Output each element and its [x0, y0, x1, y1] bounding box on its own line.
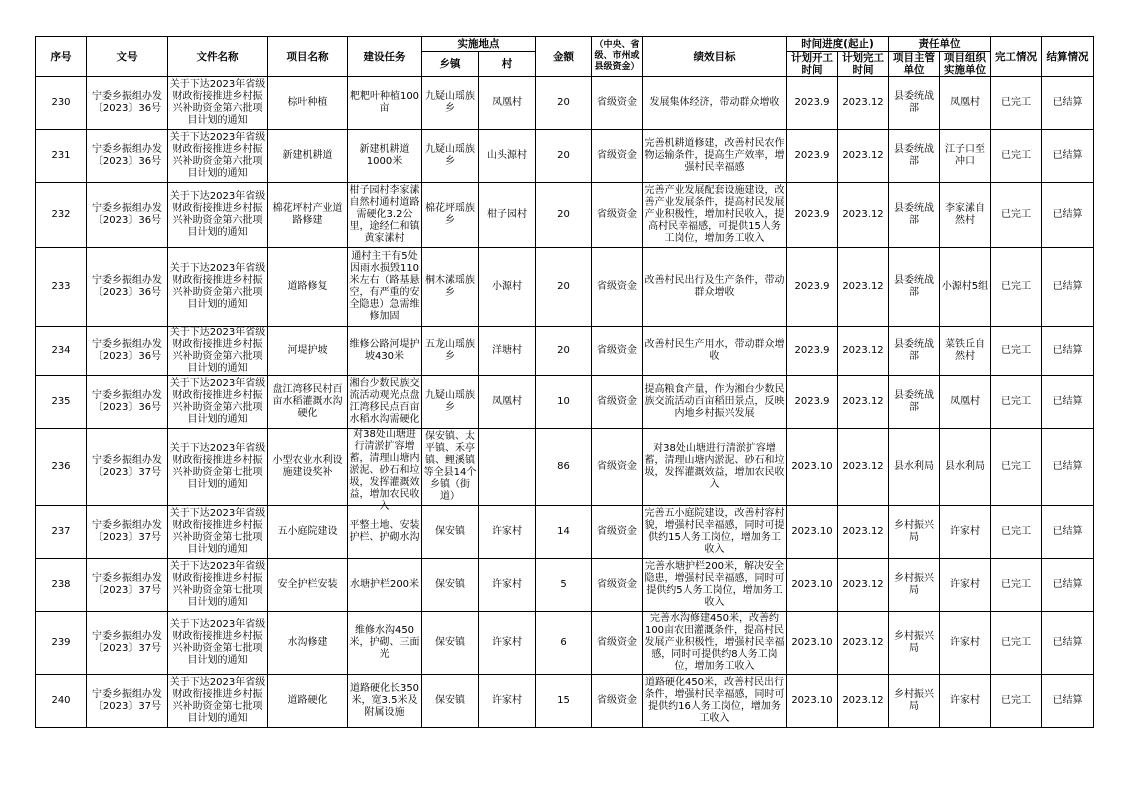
cell-amount: 20: [536, 77, 592, 130]
cell-start: 2023.10: [787, 612, 838, 675]
cell-goal: 道路硬化450米，改善村民出行条件，增强村民幸福感，同时可提供约16人务工岗位，增加务工收入: [643, 675, 787, 728]
table-row: [36, 77, 1094, 130]
cell-town: 棉花坪瑶族乡: [422, 183, 479, 248]
cell-task: 通村主干有5处因雨水损毁110米左右（路基悬空，有严重的安全隐患）急需维修加固: [348, 248, 422, 327]
cell-end: 2023.12: [838, 675, 889, 728]
cell-town: 九疑山瑶族乡: [422, 376, 479, 429]
project-table-sheet: [35, 36, 1094, 728]
cell-doc-no: 宁委乡振组办发〔2023〕36号: [87, 130, 168, 183]
table-row: [36, 675, 1094, 728]
cell-implementer: 李家溸自然村: [940, 183, 991, 248]
cell-doc-no: 宁委乡振组办发〔2023〕37号: [87, 506, 168, 559]
cell-start: 2023.10: [787, 506, 838, 559]
cell-settlement: 已结算: [1042, 130, 1094, 183]
cell-project-name: 小型农业水利设施建设奖补: [268, 429, 348, 506]
cell-manager: 县水利局: [889, 429, 940, 506]
cell-seq: 236: [36, 429, 87, 506]
cell-doc-name: 关于下达2023年省级财政衔接推进乡村振兴补助资金第六批项目计划的通知: [168, 376, 268, 429]
header-implementer: 项目组织实施单位: [940, 52, 991, 77]
cell-task: 新建机耕道1000米: [348, 130, 422, 183]
cell-village: 许家村: [479, 506, 536, 559]
cell-start: 2023.10: [787, 429, 838, 506]
cell-fund-source: 省级资金: [592, 559, 643, 612]
cell-manager: 乡村振兴局: [889, 612, 940, 675]
cell-town: 保安镇、太平镇、禾亭镇、鲤溪镇等全县14个乡镇（街道）: [422, 429, 479, 506]
cell-village: 山头源村: [479, 130, 536, 183]
table-row: [36, 327, 1094, 376]
cell-amount: 6: [536, 612, 592, 675]
cell-manager: 县委统战部: [889, 77, 940, 130]
cell-town: 九疑山瑶族乡: [422, 77, 479, 130]
cell-task: 道路硬化长350米，宽3.5米及附属设施: [348, 675, 422, 728]
cell-end: 2023.12: [838, 612, 889, 675]
cell-goal: 发展集体经济，带动群众增收: [643, 77, 787, 130]
cell-completion: 已完工: [991, 248, 1042, 327]
cell-goal: 完善水塘护栏200米，解决安全隐患，增强村民幸福感，同时可提供约5人务工岗位，增加务工收入: [643, 559, 787, 612]
cell-implementer: 县水利局: [940, 429, 991, 506]
header-goal: 绩效目标: [643, 37, 787, 77]
cell-start: 2023.9: [787, 130, 838, 183]
cell-doc-name: 关于下达2023年省级财政衔接推进乡村振兴补助资金第七批项目计划的通知: [168, 506, 268, 559]
cell-seq: 230: [36, 77, 87, 130]
cell-implementer: 菜铁丘自然村: [940, 327, 991, 376]
cell-seq: 235: [36, 376, 87, 429]
cell-project-name: 河堤护坡: [268, 327, 348, 376]
cell-completion: 已完工: [991, 376, 1042, 429]
header-settlement: 结算情况: [1042, 37, 1094, 77]
cell-completion: 已完工: [991, 183, 1042, 248]
cell-settlement: 已结算: [1042, 506, 1094, 559]
header-manager: 项目主管单位: [889, 52, 940, 77]
cell-implementer: 江子口至冲口: [940, 130, 991, 183]
cell-settlement: 已结算: [1042, 612, 1094, 675]
cell-task: 维修公路河堤护坡430米: [348, 327, 422, 376]
cell-settlement: 已结算: [1042, 327, 1094, 376]
cell-doc-no: 宁委乡振组办发〔2023〕36号: [87, 248, 168, 327]
header-town: 乡镇: [422, 52, 479, 77]
cell-town: 桐木溸瑶族乡: [422, 248, 479, 327]
cell-project-name: 棉花坪村产业道路修建: [268, 183, 348, 248]
table-body: [36, 77, 1094, 728]
cell-doc-name: 关于下达2023年省级财政衔接推进乡村振兴补助资金第六批项目计划的通知: [168, 327, 268, 376]
cell-task: 柑子园村李家溸自然村通村道路需硬化3.2公里，途经仁和镇黄家溸村: [348, 183, 422, 248]
cell-task: 对38处山塘进行清淤扩容增蓄，清理山塘内淤泥、砂石和垃圾，发挥灌溉效益，增加农民收入: [349, 429, 420, 512]
cell-village: 洋塘村: [479, 327, 536, 376]
cell-manager: 乡村振兴局: [889, 675, 940, 728]
cell-start: 2023.9: [787, 248, 838, 327]
cell-task: 平整土地、安装护栏、护砌水沟: [348, 506, 422, 559]
cell-task: 粑粑叶种植100亩: [348, 77, 422, 130]
cell-amount: 20: [536, 248, 592, 327]
cell-project-name: 五小庭院建设: [268, 506, 348, 559]
cell-town: 九疑山瑶族乡: [422, 130, 479, 183]
cell-goal: 提高粮食产量，作为湘台少数民族交流活动百亩稻田景点，反映内地乡村振兴发展: [643, 376, 787, 429]
cell-completion: 已完工: [991, 559, 1042, 612]
cell-town: 保安镇: [422, 506, 479, 559]
cell-completion: 已完工: [991, 130, 1042, 183]
table-row: [36, 506, 1094, 559]
cell-amount: 20: [536, 183, 592, 248]
cell-manager: 县委统战部: [889, 183, 940, 248]
header-village: 村: [479, 52, 536, 77]
cell-doc-name: 关于下达2023年省级财政衔接推进乡村振兴补助资金第七批项目计划的通知: [168, 429, 268, 506]
header-doc-no: 文号: [87, 37, 168, 77]
cell-fund-source: 省级资金: [592, 376, 643, 429]
cell-start: 2023.9: [787, 327, 838, 376]
cell-implementer: 许家村: [940, 506, 991, 559]
cell-village: 凤凰村: [479, 376, 536, 429]
cell-end: 2023.12: [838, 183, 889, 248]
cell-end: 2023.12: [838, 327, 889, 376]
cell-start: 2023.9: [787, 376, 838, 429]
cell-implementer: 许家村: [940, 559, 991, 612]
cell-village: [479, 429, 536, 506]
table-row: [36, 429, 1094, 506]
cell-manager: 乡村振兴局: [889, 506, 940, 559]
cell-seq: 239: [36, 612, 87, 675]
cell-task: 湘台少数民族交流活动观光点盘江湾移民点百亩水稻水沟需硬化: [348, 376, 422, 429]
cell-manager: 县委统战部: [889, 327, 940, 376]
cell-project-name: 水沟修建: [268, 612, 348, 675]
cell-doc-no: 宁委乡振组办发〔2023〕37号: [87, 612, 168, 675]
cell-seq: 232: [36, 183, 87, 248]
cell-manager: 县委统战部: [889, 376, 940, 429]
cell-doc-no: 宁委乡振组办发〔2023〕36号: [87, 183, 168, 248]
cell-doc-name: 关于下达2023年省级财政衔接推进乡村振兴补助资金第六批项目计划的通知: [168, 130, 268, 183]
cell-settlement: 已结算: [1042, 429, 1094, 506]
cell-implementer: 许家村: [940, 612, 991, 675]
cell-goal: 完善机耕道修建，改善村民农作物运输条件，提高生产效率，增强村民幸福感: [643, 130, 787, 183]
cell-manager: 乡村振兴局: [889, 559, 940, 612]
cell-amount: 86: [536, 429, 592, 506]
cell-village: 许家村: [479, 612, 536, 675]
header-location: 实施地点: [422, 37, 536, 52]
cell-village: 许家村: [479, 675, 536, 728]
cell-village: 许家村: [479, 559, 536, 612]
header-amount: 金额: [536, 37, 592, 77]
cell-start: 2023.10: [787, 675, 838, 728]
header-schedule: 时间进度(起止): [787, 37, 889, 52]
header-end: 计划完工时间: [838, 52, 889, 77]
cell-fund-source: 省级资金: [592, 130, 643, 183]
cell-goal: 完善水沟修建450米，改善约100亩农田灌溉条件，提高村民发展产业积极性，增强村民幸福感，同时可提供约8人务工岗位，增加务工收入: [643, 612, 787, 675]
table-row: [36, 183, 1094, 248]
cell-doc-no: 宁委乡振组办发〔2023〕37号: [87, 429, 168, 506]
cell-fund-source: 省级资金: [592, 675, 643, 728]
cell-completion: 已完工: [991, 327, 1042, 376]
cell-settlement: 已结算: [1042, 675, 1094, 728]
cell-end: 2023.12: [838, 376, 889, 429]
cell-completion: 已完工: [991, 77, 1042, 130]
cell-goal: 改善村民生产用水，带动群众增收: [643, 327, 787, 376]
table-row: [36, 612, 1094, 675]
cell-start: 2023.9: [787, 77, 838, 130]
project-table: [35, 36, 1094, 728]
cell-goal: 完善五小庭院建设，改善村容村貌，增强村民幸福感，同时可提供约15人务工岗位，增加务工收入: [643, 506, 787, 559]
cell-project-name: 新建机耕道: [268, 130, 348, 183]
cell-village: 小源村: [479, 248, 536, 327]
cell-amount: 10: [536, 376, 592, 429]
cell-task: 水塘护栏200米: [348, 559, 422, 612]
cell-amount: 20: [536, 327, 592, 376]
cell-start: 2023.10: [787, 559, 838, 612]
cell-project-name: 盘江湾移民村百亩水稻灌溉水沟硬化: [268, 376, 348, 429]
cell-doc-no: 宁委乡振组办发〔2023〕36号: [87, 376, 168, 429]
cell-implementer: 小源村5组: [940, 248, 991, 327]
cell-end: 2023.12: [838, 248, 889, 327]
cell-amount: 20: [536, 130, 592, 183]
cell-fund-source: 省级资金: [592, 506, 643, 559]
cell-seq: 238: [36, 559, 87, 612]
cell-project-name: 道路修复: [268, 248, 348, 327]
cell-settlement: 已结算: [1042, 248, 1094, 327]
header-project-name: 项目名称: [268, 37, 348, 77]
cell-town: 保安镇: [422, 559, 479, 612]
table-row: [36, 130, 1094, 183]
cell-doc-name: 关于下达2023年省级财政衔接推进乡村振兴补助资金第七批项目计划的通知: [168, 559, 268, 612]
cell-start: 2023.9: [787, 183, 838, 248]
cell-goal: 完善产业发展配套设施建设，改善产业发展条件，提高村民发展产业积极性，增加村民收入，提高村民幸福感，可提供15人务工岗位，增加务工收入: [643, 183, 787, 248]
cell-fund-source: 省级资金: [592, 612, 643, 675]
cell-amount: 14: [536, 506, 592, 559]
cell-seq: 240: [36, 675, 87, 728]
header-completion: 完工情况: [991, 37, 1042, 77]
cell-village: 柑子园村: [479, 183, 536, 248]
cell-town: 五龙山瑶族乡: [422, 327, 479, 376]
header-seq: 序号: [36, 37, 87, 77]
cell-completion: 已完工: [991, 429, 1042, 506]
cell-project-name: 安全护栏安装: [268, 559, 348, 612]
cell-project-name: 道路硬化: [268, 675, 348, 728]
cell-seq: 234: [36, 327, 87, 376]
cell-seq: 237: [36, 506, 87, 559]
cell-amount: 15: [536, 675, 592, 728]
cell-implementer: 凤凰村: [940, 77, 991, 130]
cell-end: 2023.12: [838, 506, 889, 559]
cell-town: 保安镇: [422, 675, 479, 728]
cell-amount: 5: [536, 559, 592, 612]
cell-completion: 已完工: [991, 612, 1042, 675]
cell-completion: 已完工: [991, 506, 1042, 559]
table-row: [36, 559, 1094, 612]
cell-fund-source: 省级资金: [592, 77, 643, 130]
cell-settlement: 已结算: [1042, 77, 1094, 130]
cell-doc-no: 宁委乡振组办发〔2023〕37号: [87, 559, 168, 612]
cell-doc-no: 宁委乡振组办发〔2023〕37号: [87, 675, 168, 728]
cell-doc-no: 宁委乡振组办发〔2023〕36号: [87, 327, 168, 376]
cell-project-name: 棕叶种植: [268, 77, 348, 130]
cell-village: 凤凰村: [479, 77, 536, 130]
cell-task: 维修水沟450米，护砌、三面光: [348, 612, 422, 675]
cell-fund-source: 省级资金: [592, 183, 643, 248]
cell-end: 2023.12: [838, 429, 889, 506]
cell-settlement: 已结算: [1042, 183, 1094, 248]
cell-seq: 233: [36, 248, 87, 327]
cell-goal: 改善村民出行及生产条件，带动群众增收: [643, 248, 787, 327]
cell-fund-source: 省级资金: [592, 429, 643, 506]
cell-end: 2023.12: [838, 559, 889, 612]
cell-completion: 已完工: [991, 675, 1042, 728]
header-start: 计划开工时间: [787, 52, 838, 77]
cell-fund-source: 省级资金: [592, 248, 643, 327]
cell-goal: 对38处山塘进行清淤扩容增蓄，清理山塘内淤泥、砂石和垃圾，发挥灌溉效益，增加农民收入: [643, 429, 787, 506]
header-doc-name: 文件名称: [168, 37, 268, 77]
header-task: 建设任务: [348, 37, 422, 77]
cell-town: 保安镇: [422, 612, 479, 675]
cell-settlement: 已结算: [1042, 376, 1094, 429]
header-fund-source: （中央、省级、市州或县级资金）: [592, 37, 643, 77]
cell-doc-name: 关于下达2023年省级财政衔接推进乡村振兴补助资金第七批项目计划的通知: [168, 612, 268, 675]
cell-fund-source: 省级资金: [592, 327, 643, 376]
cell-doc-name: 关于下达2023年省级财政衔接推进乡村振兴补助资金第六批项目计划的通知: [168, 183, 268, 248]
cell-end: 2023.12: [838, 77, 889, 130]
cell-doc-name: 关于下达2023年省级财政衔接推进乡村振兴补助资金第六批项目计划的通知: [168, 248, 268, 327]
cell-doc-no: 宁委乡振组办发〔2023〕36号: [87, 77, 168, 130]
cell-settlement: 已结算: [1042, 559, 1094, 612]
cell-doc-name: 关于下达2023年省级财政衔接推进乡村振兴补助资金第六批项目计划的通知: [168, 77, 268, 130]
table-row: [36, 248, 1094, 327]
cell-manager: 县委统战部: [889, 248, 940, 327]
cell-manager: 县委统战部: [889, 130, 940, 183]
cell-implementer: 许家村: [940, 675, 991, 728]
cell-doc-name: 关于下达2023年省级财政衔接推进乡村振兴补助资金第七批项目计划的通知: [168, 675, 268, 728]
header-responsible: 责任单位: [889, 37, 991, 52]
cell-end: 2023.12: [838, 130, 889, 183]
table-row: [36, 376, 1094, 429]
cell-seq: 231: [36, 130, 87, 183]
cell-implementer: 凤凰村: [940, 376, 991, 429]
